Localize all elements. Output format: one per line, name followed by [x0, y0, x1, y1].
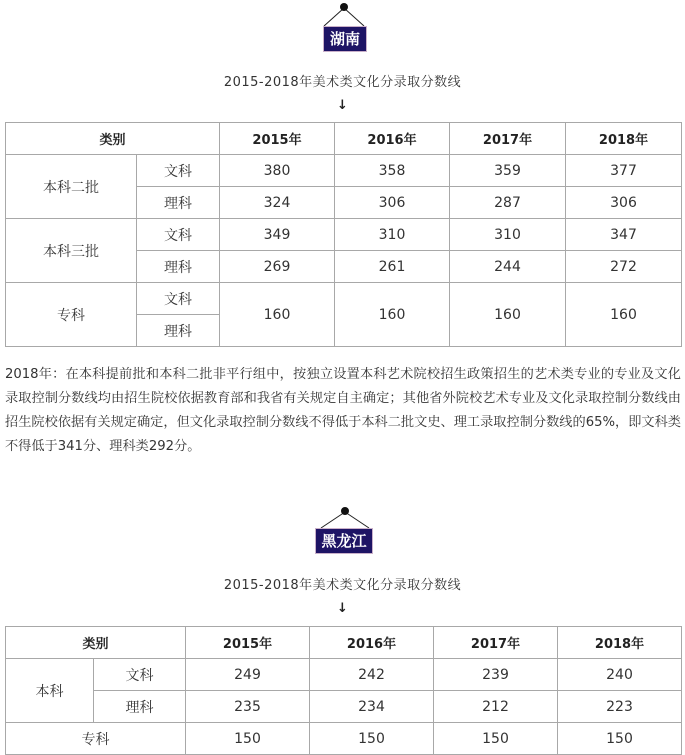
- subject-label: 理科: [94, 691, 186, 723]
- table-caption: 2015-2018年美术类文化分录取分数线: [223, 75, 462, 90]
- province-title: 湖南: [323, 26, 367, 52]
- score-cell: 306: [566, 187, 682, 219]
- header-category: 类别: [6, 627, 186, 659]
- score-cell: 244: [450, 251, 566, 283]
- score-cell: 380: [220, 155, 335, 187]
- score-cell: 359: [450, 155, 566, 187]
- table-row: [6, 155, 682, 187]
- score-cell: 358: [335, 155, 450, 187]
- header-category: 类别: [6, 123, 220, 155]
- score-cell: 306: [335, 187, 450, 219]
- subject-label: 文科: [137, 155, 220, 187]
- table-row: [6, 691, 682, 723]
- score-cell: 150: [310, 723, 434, 755]
- subject-label: 文科: [137, 219, 220, 251]
- table-row: [6, 723, 682, 755]
- table-row: [6, 659, 682, 691]
- score-cell: 239: [434, 659, 558, 691]
- score-cell: 377: [566, 155, 682, 187]
- province-sign-heilongjiang: [313, 506, 377, 556]
- table-header-row: [6, 627, 682, 659]
- subject-label: 理科: [137, 315, 220, 347]
- header-year: 2018年: [566, 123, 682, 155]
- row-group-label: 专科: [6, 283, 137, 347]
- row-group-label: 专科: [6, 723, 186, 755]
- score-cell: 223: [558, 691, 682, 723]
- down-arrow-icon: ↓: [337, 98, 348, 113]
- score-cell: 160: [450, 283, 566, 347]
- header-year: 2015年: [186, 627, 310, 659]
- score-cell: 235: [186, 691, 310, 723]
- header-year: 2015年: [220, 123, 335, 155]
- header-year: 2016年: [310, 627, 434, 659]
- row-group-label: 本科: [6, 659, 94, 723]
- score-cell: 160: [335, 283, 450, 347]
- score-cell: 160: [566, 283, 682, 347]
- score-cell: 150: [558, 723, 682, 755]
- province-sign-hunan: [320, 2, 370, 54]
- score-cell: 347: [566, 219, 682, 251]
- score-cell: 160: [220, 283, 335, 347]
- header-year: 2016年: [335, 123, 450, 155]
- score-cell: 269: [220, 251, 335, 283]
- score-cell: 150: [434, 723, 558, 755]
- row-group-label: 本科二批: [6, 155, 137, 219]
- score-cell: 212: [434, 691, 558, 723]
- score-table-hunan: [5, 122, 682, 347]
- score-cell: 272: [566, 251, 682, 283]
- table-header-row: [6, 123, 682, 155]
- pin-icon: [340, 3, 348, 11]
- score-cell: 310: [335, 219, 450, 251]
- table-caption: 2015-2018年美术类文化分录取分数线: [223, 578, 462, 593]
- score-cell: 234: [310, 691, 434, 723]
- score-cell: 310: [450, 219, 566, 251]
- score-cell: 349: [220, 219, 335, 251]
- score-cell: 287: [450, 187, 566, 219]
- score-cell: 261: [335, 251, 450, 283]
- score-table-heilongjiang: [5, 626, 682, 755]
- subject-label: 文科: [137, 283, 220, 315]
- score-cell: 150: [186, 723, 310, 755]
- subject-label: 文科: [94, 659, 186, 691]
- policy-note: 2018年：在本科提前批和本科二批非平行组中，按独立设置本科艺术院校招生政策招生的艺术类专业的专业及文化录取控制分数线均由招生院校依据教育部和我省有关规定自主确定；其他省外院校艺术专业及文化录取控制分数线由招生院校依据有关规定确定，但文化录取控制分数线不得低于本科二批文史、理工录取控制分数线的65%，即文科类不得低于341分、理科类292分。: [5, 367, 681, 454]
- province-title: 黑龙江: [315, 528, 373, 554]
- pin-icon: [341, 507, 349, 515]
- table-row: [6, 283, 682, 315]
- subject-label: 理科: [137, 251, 220, 283]
- subject-label: 理科: [137, 187, 220, 219]
- table-row: [6, 219, 682, 251]
- header-year: 2017年: [450, 123, 566, 155]
- score-cell: 240: [558, 659, 682, 691]
- row-group-label: 本科三批: [6, 219, 137, 283]
- header-year: 2018年: [558, 627, 682, 659]
- score-cell: 242: [310, 659, 434, 691]
- header-year: 2017年: [434, 627, 558, 659]
- score-cell: 324: [220, 187, 335, 219]
- down-arrow-icon: ↓: [337, 601, 348, 616]
- score-cell: 249: [186, 659, 310, 691]
